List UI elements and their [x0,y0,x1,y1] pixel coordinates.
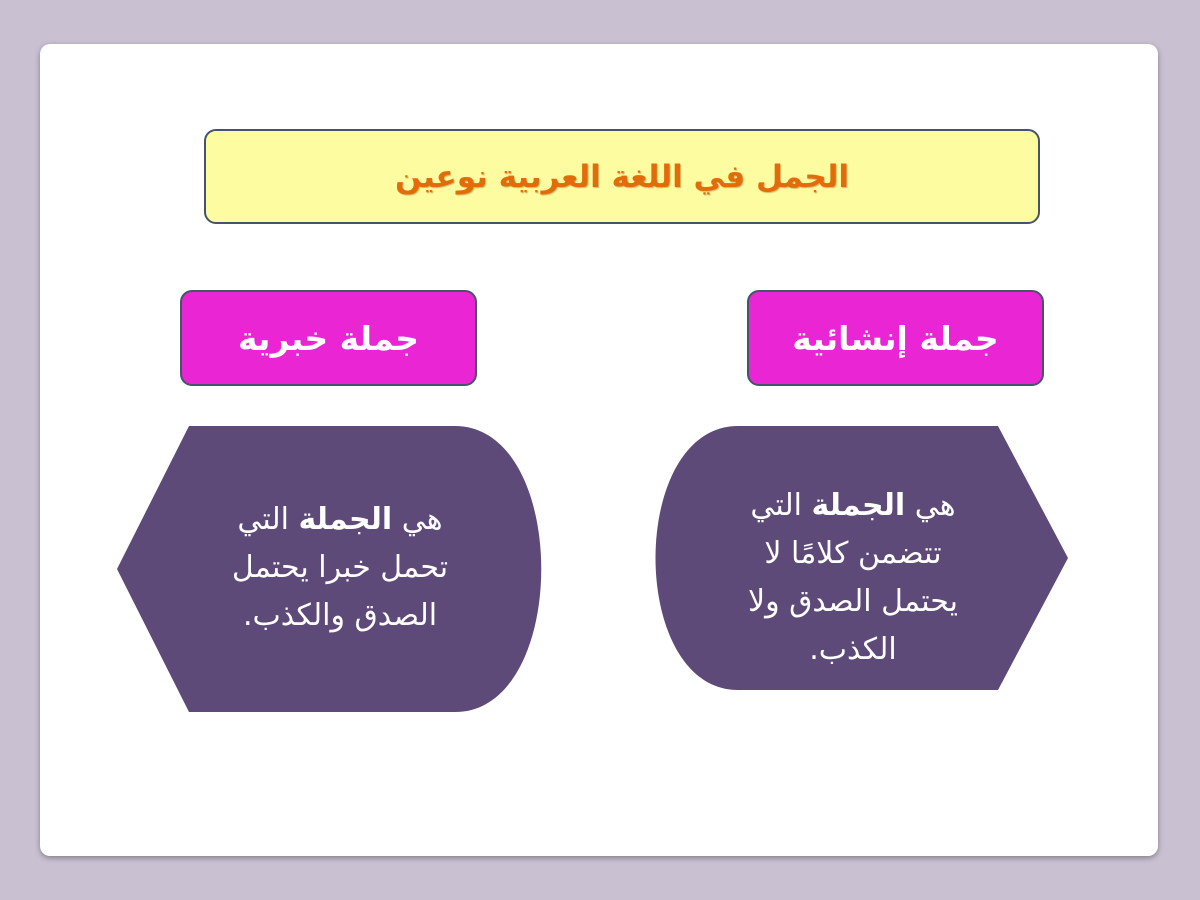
right-definition-bold: الجملة [811,488,906,523]
right-label-text: جملة إنشائية [792,318,999,358]
left-label-text: جملة خبرية [237,318,420,358]
right-definition-shape [628,424,1070,692]
right-definition-line4: الكذب. [809,632,897,667]
left-definition-line2: تحمل خبرا يحتمل [231,550,449,585]
left-label-box [180,290,477,386]
right-definition-text [698,482,1008,674]
right-definition-line3: يحتمل الصدق ولا [747,584,958,619]
right-definition-line2: تتضمن كلامًا لا [764,536,942,571]
title-box [204,129,1040,224]
title-text: الجمل في اللغة العربية نوعين [394,158,850,195]
right-definition-line1: هي الجملة التي [750,488,956,523]
left-definition-bold: الجملة [298,502,393,537]
left-definition-text [190,496,490,640]
left-definition-line1: هي الجملة التي [237,502,443,537]
left-definition-shape [115,424,570,714]
right-label-box [747,290,1044,386]
left-definition-line3: الصدق والكذب. [242,598,438,633]
